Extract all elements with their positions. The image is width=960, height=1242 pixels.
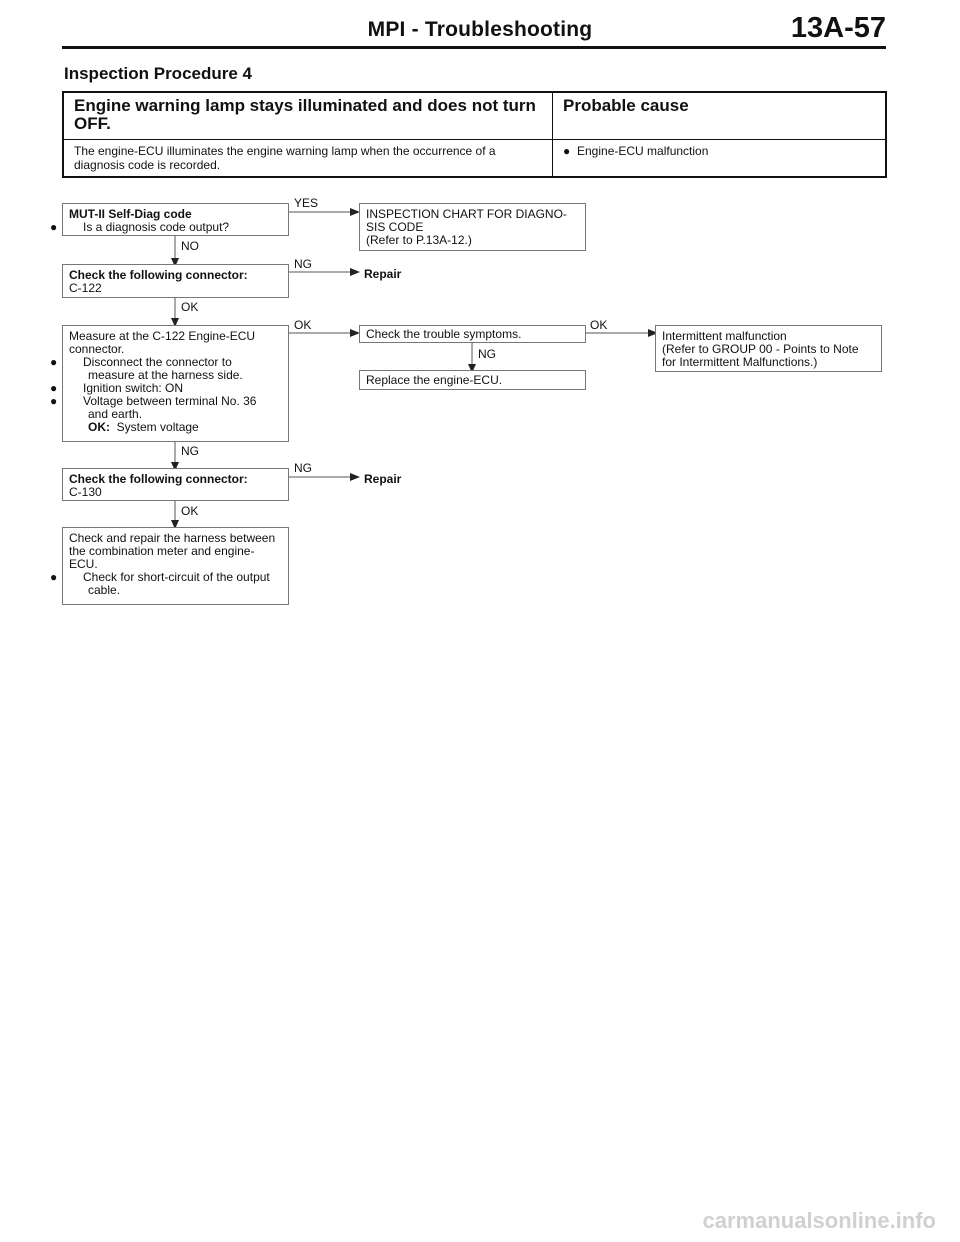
intermittent-malfunction-box [655,325,882,372]
ng-label: NG [294,461,312,475]
step-connector-value: C-130 [69,485,102,499]
bullet-icon: ● [50,570,58,584]
step-harness-bullet-cont: cable. [88,583,121,597]
ok-label: OK [590,318,608,332]
ng-label: NG [478,347,496,361]
replace-ecu-text: Replace the engine-ECU. [366,373,503,387]
step-harness-line: ECU. [69,557,98,571]
step-measure-line: Measure at the C-122 Engine-ECU [69,329,256,343]
probable-cause-heading: Probable cause [553,92,887,140]
repair-action: Repair [364,472,402,486]
step-harness-line: the combination meter and engine- [69,544,255,558]
step-self-diag-title: MUT-II Self-Diag code [69,207,192,221]
inspection-chart-line: INSPECTION CHART FOR DIAGNO- [366,207,567,221]
step-connector-c122 [62,264,289,298]
step-measure-bullet-cont: and earth. [88,407,143,421]
page-number: 13A-57 [790,12,886,44]
section-title: MPI - Troubleshooting [367,18,593,41]
procedure-title: Inspection Procedure 4 [64,64,252,83]
intermittent-line: for Intermittent Malfunctions.) [662,355,818,369]
yes-label: YES [294,196,319,210]
step-connector-title: Check the following connector: [69,268,248,282]
intermittent-line: (Refer to GROUP 00 - Points to Note [662,342,859,356]
step-connector-c130 [62,468,289,501]
step-harness-bullet: Check for short-circuit of the output [83,570,270,584]
bullet-icon: ● [50,381,58,395]
symptom-heading: Engine warning lamp stays illuminated and does not turn OFF. [63,92,553,140]
step-measure-bullet: Disconnect the connector to [83,355,232,369]
inspection-chart-line: SIS CODE [366,220,424,234]
ok-label: OK [181,504,199,518]
bullet-icon: ● [50,220,58,234]
ok-criterion-key: OK: [88,420,110,434]
ok-label: OK [294,318,312,332]
replace-ecu-box [359,370,586,390]
step-self-diag [50,203,289,236]
step-measure-c122 [50,325,289,442]
inspection-chart-box [359,203,586,251]
no-label: NO [181,239,199,253]
step-measure-bullet: Voltage between terminal No. 36 [83,394,257,408]
inspection-chart-reference: (Refer to P.13A-12.) [366,233,472,247]
site-watermark: carmanualsonline.info [702,1208,936,1233]
intermittent-line: Intermittent malfunction [662,329,787,343]
step-check-harness [50,527,289,605]
step-measure-bullet: Ignition switch: ON [83,381,184,395]
bullet-icon: ● [50,355,58,369]
ok-criterion-value: System voltage [116,420,199,434]
step-connector-title: Check the following connector: [69,472,248,486]
repair-action: Repair [364,267,402,281]
step-self-diag-question: Is a diagnosis code output? [83,220,230,234]
symptom-description: The engine-ECU illuminates the engine warning lamp when the occurrence of a diagnosis code is recorded. [63,140,553,178]
arrowhead [350,268,360,276]
step-connector-value: C-122 [69,281,102,295]
probable-cause-text: Engine-ECU malfunction [577,144,709,158]
step-measure-bullet-cont: measure at the harness side. [88,368,243,382]
bullet-icon: ● [50,394,58,408]
ok-label: OK [181,300,199,314]
ng-label: NG [294,257,312,271]
step-measure-line: connector. [69,342,125,356]
arrowhead [350,473,360,481]
bullet-icon: ● [563,144,571,158]
step-harness-line: Check and repair the harness between [69,531,276,545]
check-trouble-symptoms-box [359,325,586,343]
ng-label: NG [181,444,199,458]
check-trouble-symptoms-text: Check the trouble symptoms. [366,327,522,341]
